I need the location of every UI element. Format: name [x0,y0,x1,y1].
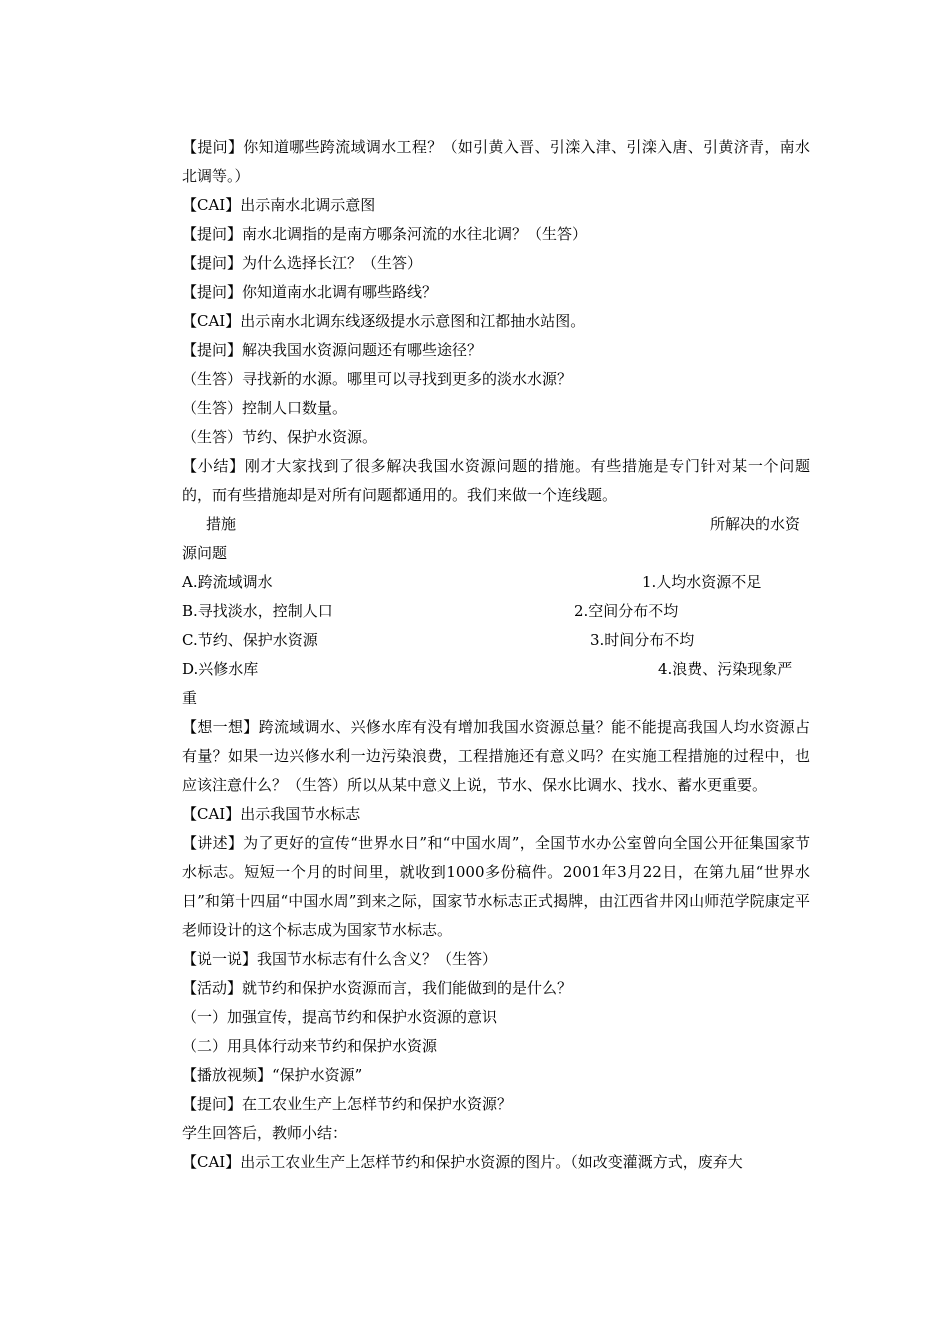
header-problems-wrap: 源问题 [182,544,228,562]
problem-item: 3.时间分布不均 [590,631,695,649]
paragraph: 【提问】你知道哪些跨流域调水工程？（如引黄入晋、引滦入津、引滦入唐、引黄济青，南水北调等。） [182,138,810,185]
paragraph: 【活动】就节约和保护水资源而言，我们能做到的是什么？ [182,979,573,997]
paragraph: 【提问】在工农业生产上怎样节约和保护水资源？ [182,1095,513,1113]
match-header-wrap [182,539,810,568]
paragraph: 【CAI】出示工农业生产上怎样节约和保护水资源的图片。（如改变灌溉方式，废弃大 [182,1153,743,1171]
paragraph: 【讲述】为了更好的宣传“世界水日”和“中国水周”，全国节水办公室曾向全国公开征集国家节水标志。短短一个月的时间里，就收到1000多份稿件。2001年3月22日，在第九届“世界水日”和第十四届“中国水周”到来之际，国家节水标志正式揭牌，由江西省井冈山师范学院康定平老师设计的这个标志成为国家节水标志。 [182,834,810,939]
paragraph: （生答）控制人口数量。 [182,399,348,417]
paragraph: 【CAI】出示南水北调东线逐级提水示意图和江都抽水站图。 [182,312,586,330]
paragraph: 【提问】解决我国水资源问题还有哪些途径？ [182,341,483,359]
paragraph: （生答）寻找新的水源。哪里可以寻找到更多的淡水水源？ [182,370,573,388]
match-row [182,655,810,684]
paragraph: 【播放视频】“保护水资源” [182,1066,363,1084]
paragraph: （生答）节约、保护水资源。 [182,428,378,446]
problem-item: 4.浪费、污染现象严 [658,660,793,678]
paragraph: 【提问】南水北调指的是南方哪条河流的水往北调？（生答） [182,225,588,243]
paragraph: 【CAI】出示南水北调示意图 [182,196,376,214]
match-row [182,597,810,626]
paragraph: 学生回答后，教师小结： [182,1124,348,1142]
measure-item: C.节约、保护水资源 [182,631,318,649]
match-row [182,626,810,655]
header-measures: 措施 [206,515,237,533]
measure-item: B.寻找淡水，控制人口 [182,602,333,620]
measure-item: A.跨流域调水 [182,573,273,591]
problem-item: 1.人均水资源不足 [642,573,762,591]
paragraph: 【CAI】出示我国节水标志 [182,805,361,823]
paragraph: （一）加强宣传，提高节约和保护水资源的意识 [182,1008,498,1026]
paragraph: （二）用具体行动来节约和保护水资源 [182,1037,438,1055]
paragraph: 【小结】刚才大家找到了很多解决我国水资源问题的措施。有些措施是专门针对某一个问题的，而有些措施却是对所有问题都通用的。我们来做一个连线题。 [182,457,810,504]
paragraph: 【想一想】跨流域调水、兴修水库有没有增加我国水资源总量？能不能提高我国人均水资源占有量？如果一边兴修水利一边污染浪费，工程措施还有意义吗？在实施工程措施的过程中，也应该注意什么？（生答）所以从某中意义上说，节水、保水比调水、找水、蓄水更重要。 [182,718,810,794]
document-page [182,133,810,1177]
match-header [182,510,810,539]
paragraph: 【提问】为什么选择长江？（生答） [182,254,423,272]
measure-item: D.兴修水库 [182,660,259,678]
problem-item: 2.空间分布不均 [574,602,679,620]
problem-item-wrap: 重 [182,689,198,707]
paragraph: 【提问】你知道南水北调有哪些路线？ [182,283,438,301]
match-table [182,510,810,713]
paragraph: 【说一说】我国节水标志有什么含义？（生答） [182,950,498,968]
match-row [182,568,810,597]
header-problems: 所解决的水资 [710,515,801,533]
match-row-wrap [182,684,810,713]
